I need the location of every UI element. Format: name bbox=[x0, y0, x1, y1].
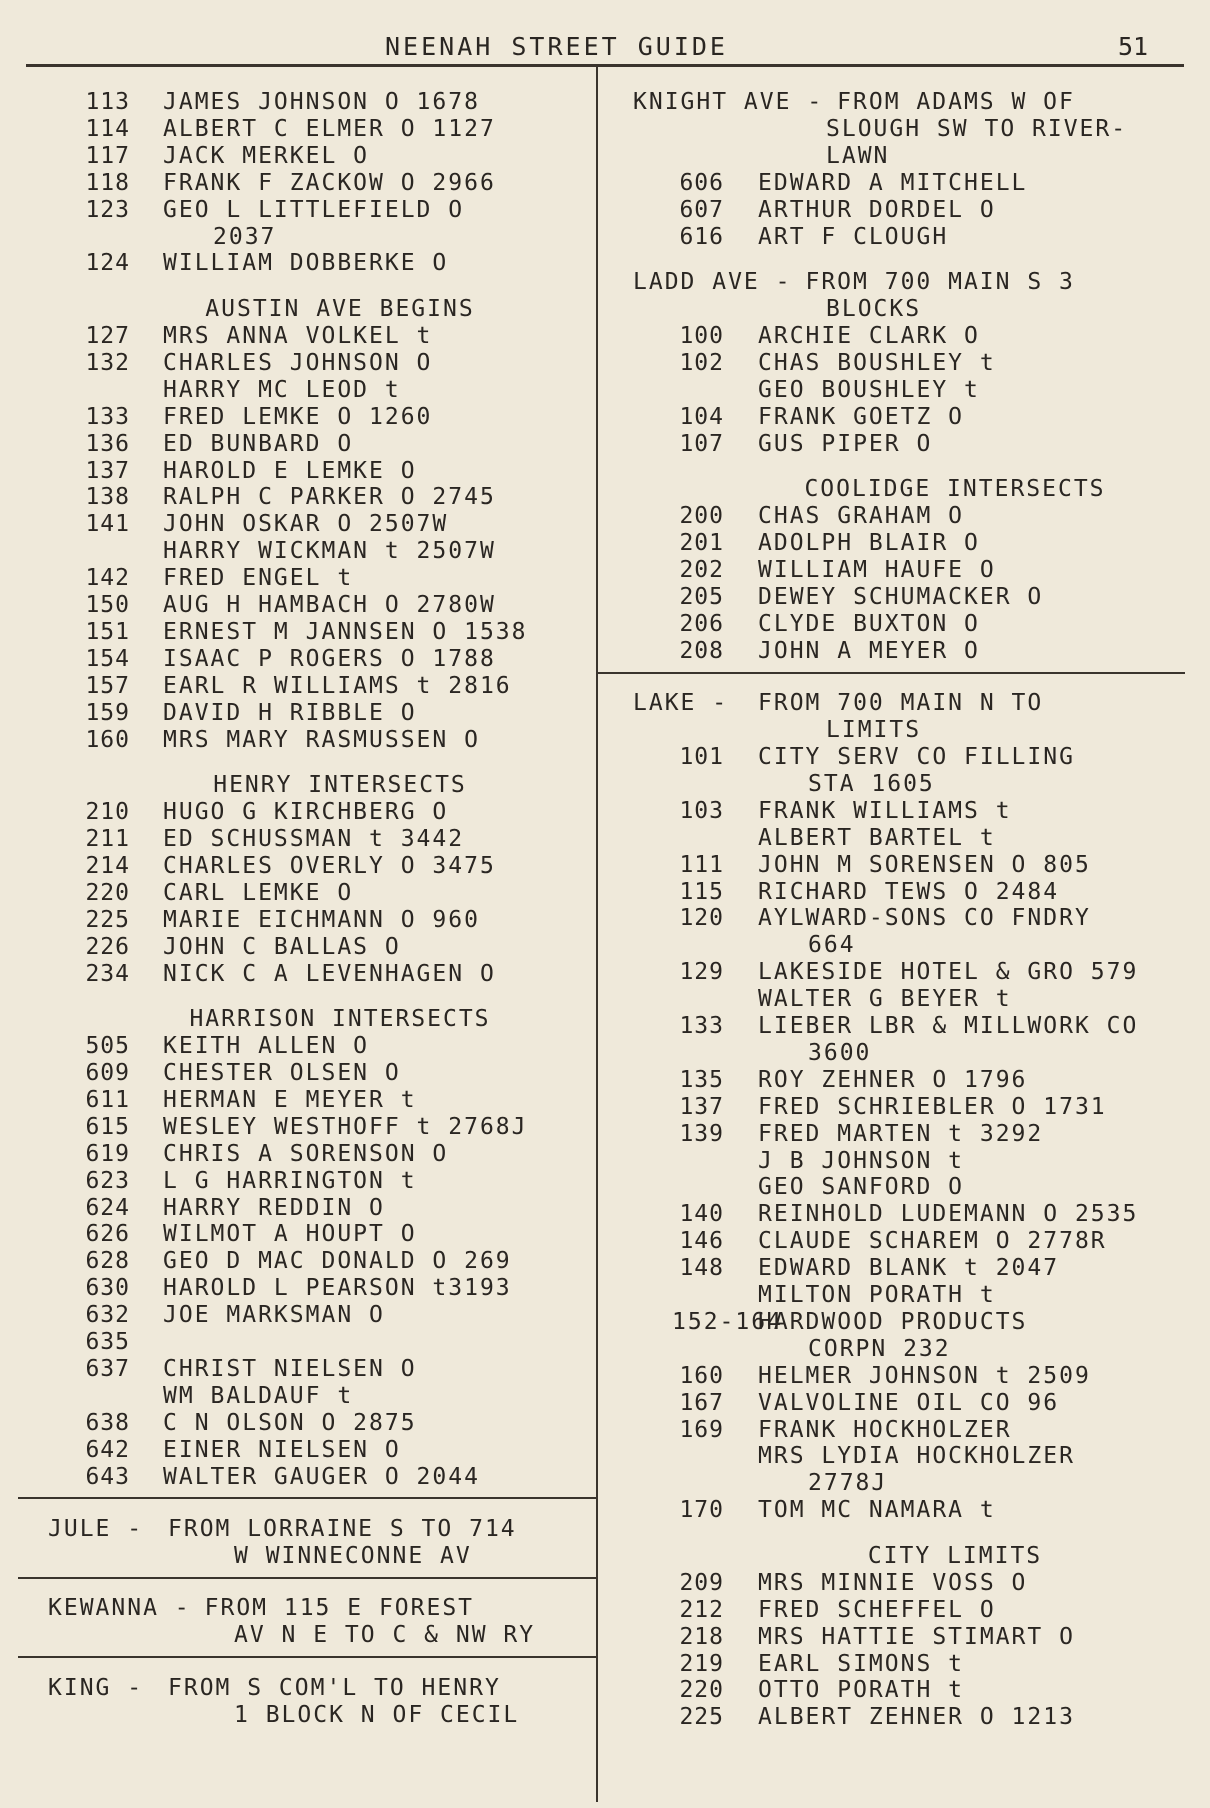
entry-continuation bbox=[0, 1147, 1210, 1175]
house-number: 643 bbox=[85, 1463, 130, 1490]
resident-name: JOHN OSKAR O 2507W bbox=[163, 511, 449, 538]
header-rule bbox=[26, 64, 1184, 67]
resident-name: AYLWARD-SONS CO FNDRY bbox=[758, 905, 1091, 932]
street-heading-continuation bbox=[0, 142, 1210, 170]
directory-entry bbox=[0, 529, 1210, 557]
directory-entry bbox=[0, 797, 1210, 825]
entry-continuation bbox=[0, 1039, 1210, 1067]
house-number: 160 bbox=[85, 726, 130, 753]
resident-name: WESLEY WESTHOFF t 2768J bbox=[163, 1113, 528, 1140]
house-number: 607 bbox=[679, 196, 724, 223]
house-number: 146 bbox=[679, 1228, 724, 1255]
house-number: 132 bbox=[85, 349, 130, 376]
house-number: 103 bbox=[679, 797, 724, 824]
directory-entry bbox=[0, 1416, 1210, 1444]
resident-name: FRED MARTEN t 3292 bbox=[758, 1120, 1044, 1147]
house-number: 101 bbox=[679, 744, 724, 770]
directory-entry bbox=[0, 169, 1210, 197]
resident-name: MARIE EICHMANN O 960 bbox=[163, 906, 480, 933]
resident-name: 3600 bbox=[808, 1039, 872, 1066]
directory-entry bbox=[0, 1569, 1210, 1597]
directory-entry bbox=[0, 1012, 1210, 1040]
house-number: 139 bbox=[679, 1120, 724, 1147]
house-number: 136 bbox=[85, 430, 130, 457]
resident-name: HARRY REDDIN O bbox=[163, 1194, 385, 1221]
street-extent: FROM 700 MAIN N TO bbox=[758, 690, 1044, 717]
resident-name: ERNEST M JANNSEN O 1538 bbox=[163, 618, 528, 645]
directory-entry bbox=[0, 1703, 1210, 1731]
entry-continuation bbox=[0, 1281, 1210, 1309]
resident-name: EDWARD BLANK t 2047 bbox=[758, 1255, 1060, 1282]
house-number: 123 bbox=[85, 196, 130, 223]
resident-name: WILMOT A HOUPT O bbox=[163, 1221, 417, 1248]
house-number: 133 bbox=[679, 1013, 724, 1039]
street-name: LAKE - bbox=[633, 690, 729, 717]
resident-name: DEWEY SCHUMACKER O bbox=[758, 583, 1044, 610]
section-rule bbox=[597, 672, 1185, 674]
cross-street-heading bbox=[0, 475, 1210, 503]
directory-entry bbox=[0, 1362, 1210, 1390]
resident-name: JOHN A MEYER O bbox=[758, 637, 980, 664]
house-number: 137 bbox=[679, 1093, 724, 1120]
house-number: 115 bbox=[679, 878, 724, 905]
directory-entry bbox=[0, 1093, 1210, 1121]
resident-name: HELMER JOHNSON t 2509 bbox=[758, 1362, 1091, 1389]
resident-name: HUGO G KIRCHBERG O bbox=[163, 799, 449, 826]
house-number: 606 bbox=[679, 169, 724, 196]
house-number: 202 bbox=[679, 557, 724, 584]
resident-name: 2037 bbox=[213, 223, 277, 250]
resident-name: 2778J bbox=[808, 1470, 888, 1497]
resident-name: WILLIAM HAUFE O bbox=[758, 557, 996, 584]
house-number: 226 bbox=[85, 933, 130, 960]
house-number: 159 bbox=[85, 699, 130, 726]
resident-name: JAMES JOHNSON O 1678 bbox=[163, 89, 480, 115]
directory-entry bbox=[0, 743, 1210, 771]
resident-name: FRED SCHEFFEL O bbox=[758, 1596, 996, 1623]
resident-name: ARCHIE CLARK O bbox=[758, 323, 980, 350]
house-number: 140 bbox=[679, 1201, 724, 1228]
house-number: 114 bbox=[85, 115, 130, 142]
resident-name: MILTON PORATH t bbox=[758, 1282, 996, 1308]
house-number: 102 bbox=[679, 349, 724, 376]
directory-entry bbox=[0, 1676, 1210, 1704]
resident-name: CARL LEMKE O bbox=[163, 879, 354, 906]
house-number: 170 bbox=[679, 1497, 724, 1524]
house-number: 637 bbox=[85, 1355, 130, 1382]
house-number: 138 bbox=[85, 484, 130, 511]
street-heading-continuation bbox=[0, 295, 1210, 323]
directory-entry bbox=[0, 223, 1210, 251]
house-number: 505 bbox=[85, 1033, 130, 1060]
resident-name: LIEBER LBR & MILLWORK CO bbox=[758, 1013, 1139, 1039]
directory-entry bbox=[0, 851, 1210, 879]
resident-name: MRS HATTIE STIMART O bbox=[758, 1623, 1075, 1650]
resident-name: FRANK HOCKHOLZER bbox=[758, 1416, 1012, 1443]
street-extent: LIMITS bbox=[826, 717, 922, 744]
resident-name: CHRIS A SORENSON O bbox=[163, 1140, 449, 1167]
directory-entry bbox=[0, 322, 1210, 350]
resident-name: MRS MINNIE VOSS O bbox=[758, 1569, 1028, 1596]
house-number: 220 bbox=[85, 879, 130, 906]
directory-entry bbox=[0, 1496, 1210, 1524]
resident-name: LAKESIDE HOTEL & GRO 579 bbox=[758, 959, 1139, 986]
directory-entry bbox=[0, 1120, 1210, 1148]
resident-name: EARL R WILLIAMS t 2816 bbox=[163, 672, 512, 699]
house-number: 218 bbox=[679, 1623, 724, 1650]
cross-street-heading bbox=[0, 1542, 1210, 1570]
entry-continuation bbox=[0, 1335, 1210, 1363]
resident-name: C N OLSON O 2875 bbox=[163, 1409, 417, 1436]
cross-street-label: CITY LIMITS bbox=[867, 1542, 1043, 1569]
resident-name: FRED LEMKE O 1260 bbox=[163, 403, 433, 430]
resident-name: CHAS GRAHAM O bbox=[758, 503, 965, 530]
house-number: 208 bbox=[679, 637, 724, 664]
street-extent: AV N E TO C & NW RY bbox=[234, 1622, 536, 1649]
house-number: 137 bbox=[85, 457, 130, 484]
resident-name: WILLIAM DOBBERKE O bbox=[163, 250, 449, 277]
resident-name: CHARLES JOHNSON O bbox=[163, 349, 433, 376]
resident-name: WM BALDAUF t bbox=[163, 1382, 354, 1409]
entry-continuation bbox=[0, 1173, 1210, 1201]
street-extent: SLOUGH SW TO RIVER- bbox=[826, 115, 1128, 142]
resident-name: MRS ANNA VOLKEL t bbox=[163, 323, 433, 350]
street-extent: W WINNECONNE AV bbox=[234, 1542, 472, 1569]
street-extent: FROM ADAMS W OF bbox=[837, 89, 1075, 115]
resident-name: DAVID H RIBBLE O bbox=[163, 699, 417, 726]
resident-name: JOHN C BALLAS O bbox=[163, 933, 401, 960]
resident-name: JOE MARKSMAN O bbox=[163, 1302, 385, 1329]
house-number: 615 bbox=[85, 1113, 130, 1140]
house-number: 209 bbox=[679, 1569, 724, 1596]
resident-name: EDWARD A MITCHELL bbox=[758, 169, 1028, 196]
resident-name: ALBERT BARTEL t bbox=[758, 824, 996, 851]
resident-name: ED BUNBARD O bbox=[163, 430, 354, 457]
resident-name: MRS MARY RASMUSSEN O bbox=[163, 726, 480, 753]
resident-name: EARL SIMONS t bbox=[758, 1650, 965, 1677]
house-number: 152-164 bbox=[672, 1308, 783, 1335]
directory-entry bbox=[0, 196, 1210, 224]
resident-name: CHAS BOUSHLEY t bbox=[758, 349, 996, 376]
house-number: 135 bbox=[679, 1066, 724, 1093]
house-number: 220 bbox=[679, 1677, 724, 1704]
street-extent: FROM 700 MAIN S 3 bbox=[805, 269, 1075, 296]
directory-entry bbox=[0, 1200, 1210, 1228]
cross-street-label: HARRISON INTERSECTS bbox=[189, 1006, 491, 1033]
resident-name: JOHN M SORENSEN O 805 bbox=[758, 851, 1091, 878]
resident-name: ARTHUR DORDEL O bbox=[758, 196, 996, 223]
resident-name: HERMAN E MEYER t bbox=[163, 1086, 417, 1113]
entry-continuation bbox=[0, 770, 1210, 798]
house-number: 632 bbox=[85, 1302, 130, 1329]
resident-name: VALVOLINE OIL CO 96 bbox=[758, 1389, 1060, 1416]
street-heading bbox=[0, 689, 1210, 717]
street-name: KNIGHT AVE - bbox=[633, 89, 824, 115]
house-number: 626 bbox=[85, 1221, 130, 1248]
house-number: 609 bbox=[85, 1060, 130, 1087]
resident-name: GEO D MAC DONALD O 269 bbox=[163, 1248, 512, 1275]
street-heading bbox=[0, 268, 1210, 296]
house-number: 118 bbox=[85, 169, 130, 196]
resident-name: CHARLES OVERLY O 3475 bbox=[163, 852, 496, 879]
resident-name: WALTER GAUGER O 2044 bbox=[163, 1463, 480, 1490]
resident-name: JACK MERKEL O bbox=[163, 142, 370, 169]
directory-entry bbox=[0, 556, 1210, 584]
resident-name: 664 bbox=[808, 932, 856, 959]
house-number: 628 bbox=[85, 1248, 130, 1275]
resident-name: GEO BOUSHLEY t bbox=[758, 376, 980, 403]
resident-name: FRED ENGEL t bbox=[163, 565, 354, 592]
resident-name: HARDWOOD PRODUCTS bbox=[758, 1308, 1028, 1335]
house-number: 225 bbox=[679, 1704, 724, 1731]
house-number: 210 bbox=[85, 799, 130, 826]
house-number: 638 bbox=[85, 1409, 130, 1436]
resident-name: FRANK WILLIAMS t bbox=[758, 797, 1012, 824]
resident-name: ISAAC P ROGERS O 1788 bbox=[163, 645, 496, 672]
house-number: 150 bbox=[85, 592, 130, 619]
directory-entry bbox=[0, 583, 1210, 611]
resident-name: ART F CLOUGH bbox=[758, 223, 949, 250]
house-number: 148 bbox=[679, 1255, 724, 1282]
directory-entry bbox=[0, 878, 1210, 906]
street-extent: FROM LORRAINE S TO 714 bbox=[168, 1516, 517, 1543]
street-extent: FROM S COM'L TO HENRY bbox=[168, 1674, 501, 1701]
house-number: 141 bbox=[85, 511, 130, 538]
street-name: JULE - bbox=[48, 1516, 144, 1543]
entry-continuation bbox=[0, 1442, 1210, 1470]
house-number: 142 bbox=[85, 565, 130, 592]
resident-name: ADOLPH BLAIR O bbox=[758, 530, 980, 557]
resident-name: STA 1605 bbox=[808, 770, 935, 797]
house-number: 616 bbox=[679, 223, 724, 250]
resident-name: NICK C A LEVENHAGEN O bbox=[163, 960, 496, 987]
house-number: 167 bbox=[679, 1389, 724, 1416]
resident-name: CLYDE BUXTON O bbox=[758, 610, 980, 637]
entry-continuation bbox=[0, 985, 1210, 1013]
house-number: 206 bbox=[679, 610, 724, 637]
directory-entry bbox=[0, 349, 1210, 377]
resident-name: CITY SERV CO FILLING bbox=[758, 744, 1075, 770]
house-number: 624 bbox=[85, 1194, 130, 1221]
resident-name: FRANK F ZACKOW O 2966 bbox=[163, 169, 496, 196]
house-number: 200 bbox=[679, 503, 724, 530]
house-number: 160 bbox=[679, 1362, 724, 1389]
street-heading-continuation bbox=[0, 115, 1210, 143]
house-number: 127 bbox=[85, 323, 130, 350]
resident-name: GEO SANFORD O bbox=[758, 1174, 965, 1201]
house-number: 642 bbox=[85, 1436, 130, 1463]
directory-entry bbox=[0, 1389, 1210, 1417]
resident-name: WALTER G BEYER t bbox=[758, 986, 1012, 1013]
resident-name: L G HARRINGTON t bbox=[163, 1167, 417, 1194]
entry-continuation bbox=[0, 824, 1210, 852]
cross-street-label: AUSTIN AVE BEGINS bbox=[205, 296, 475, 323]
resident-name: CORPN 232 bbox=[808, 1335, 951, 1362]
directory-entry bbox=[0, 610, 1210, 638]
street-heading bbox=[0, 88, 1210, 116]
house-number: 157 bbox=[85, 672, 130, 699]
resident-name: CHRIST NIELSEN O bbox=[163, 1355, 417, 1382]
house-number: 211 bbox=[85, 826, 130, 853]
resident-name: EINER NIELSEN O bbox=[163, 1436, 401, 1463]
house-number: 214 bbox=[85, 852, 130, 879]
page-number: 51 bbox=[1118, 32, 1149, 61]
directory-entry bbox=[0, 403, 1210, 431]
directory-entry bbox=[0, 904, 1210, 932]
resident-name: HARRY MC LEOD t bbox=[163, 376, 401, 403]
directory-entry bbox=[0, 1596, 1210, 1624]
house-number: 619 bbox=[85, 1140, 130, 1167]
cross-street-label: COOLIDGE INTERSECTS bbox=[804, 476, 1106, 503]
resident-name: OTTO PORATH t bbox=[758, 1677, 965, 1704]
house-number: 212 bbox=[679, 1596, 724, 1623]
house-number: 169 bbox=[679, 1416, 724, 1443]
directory-entry bbox=[0, 958, 1210, 986]
house-number: 111 bbox=[679, 851, 724, 878]
house-number: 124 bbox=[85, 250, 130, 277]
house-number: 129 bbox=[679, 959, 724, 986]
resident-name: FRED SCHRIEBLER O 1731 bbox=[758, 1093, 1107, 1120]
house-number: 219 bbox=[679, 1650, 724, 1677]
street-name: LADD AVE - bbox=[633, 269, 792, 296]
house-number: 234 bbox=[85, 960, 130, 987]
house-number: 201 bbox=[679, 530, 724, 557]
house-number: 120 bbox=[679, 905, 724, 932]
entry-continuation bbox=[0, 1469, 1210, 1497]
resident-name: RICHARD TEWS O 2484 bbox=[758, 878, 1060, 905]
resident-name: CLAUDE SCHAREM O 2778R bbox=[758, 1228, 1107, 1255]
street-name: KING - bbox=[48, 1674, 144, 1701]
directory-entry bbox=[0, 430, 1210, 458]
resident-name: KEITH ALLEN O bbox=[163, 1033, 370, 1060]
directory-entry bbox=[0, 1254, 1210, 1282]
house-number: 113 bbox=[85, 89, 130, 115]
resident-name: HAROLD E LEMKE O bbox=[163, 457, 417, 484]
resident-name: HARRY WICKMAN t 2507W bbox=[163, 538, 496, 565]
house-number: 117 bbox=[85, 142, 130, 169]
resident-name: AUG H HAMBACH O 2780W bbox=[163, 592, 496, 619]
cross-street-label: HENRY INTERSECTS bbox=[213, 772, 467, 799]
resident-name: FRANK GOETZ O bbox=[758, 403, 965, 430]
directory-entry bbox=[0, 637, 1210, 665]
directory-entry bbox=[0, 1066, 1210, 1094]
house-number: 225 bbox=[85, 906, 130, 933]
directory-entry bbox=[0, 1308, 1210, 1336]
resident-name: J B JOHNSON t bbox=[758, 1147, 965, 1174]
street-extent: 1 BLOCK N OF CECIL bbox=[234, 1701, 520, 1728]
house-number: 205 bbox=[679, 583, 724, 610]
resident-name: ALBERT C ELMER O 1127 bbox=[163, 115, 496, 142]
street-extent: BLOCKS bbox=[826, 296, 922, 323]
house-number: 151 bbox=[85, 618, 130, 645]
resident-name: GEO L LITTLEFIELD O bbox=[163, 196, 465, 223]
street-heading-continuation bbox=[0, 716, 1210, 744]
entry-continuation bbox=[0, 931, 1210, 959]
resident-name: ROY ZEHNER O 1796 bbox=[758, 1066, 1028, 1093]
house-number: 107 bbox=[679, 430, 724, 457]
house-number: 635 bbox=[85, 1329, 130, 1356]
entry-continuation bbox=[0, 376, 1210, 404]
directory-entry bbox=[0, 502, 1210, 530]
resident-name: CHESTER OLSEN O bbox=[163, 1060, 401, 1087]
house-number: 630 bbox=[85, 1275, 130, 1302]
page-title: NEENAH STREET GUIDE bbox=[385, 32, 728, 61]
house-number: 611 bbox=[85, 1086, 130, 1113]
resident-name: RALPH C PARKER O 2745 bbox=[163, 484, 496, 511]
house-number: 104 bbox=[679, 403, 724, 430]
resident-name: HAROLD L PEARSON t3193 bbox=[163, 1275, 512, 1302]
house-number: 623 bbox=[85, 1167, 130, 1194]
directory-entry bbox=[0, 1623, 1210, 1651]
directory-entry bbox=[0, 1650, 1210, 1678]
resident-name: REINHOLD LUDEMANN O 2535 bbox=[758, 1201, 1139, 1228]
resident-name: MRS LYDIA HOCKHOLZER bbox=[758, 1443, 1075, 1470]
house-number: 133 bbox=[85, 403, 130, 430]
resident-name: GUS PIPER O bbox=[758, 430, 933, 457]
directory-entry bbox=[0, 1227, 1210, 1255]
street-extent: LAWN bbox=[826, 142, 890, 169]
street-extent: FROM 115 E FOREST bbox=[204, 1595, 475, 1622]
resident-name: ED SCHUSSMAN t 3442 bbox=[163, 826, 465, 853]
street-name: KEWANNA - bbox=[48, 1595, 191, 1622]
resident-name: TOM MC NAMARA t bbox=[758, 1497, 996, 1524]
house-number: 100 bbox=[679, 323, 724, 350]
resident-name: ALBERT ZEHNER O 1213 bbox=[758, 1704, 1075, 1731]
house-number: 154 bbox=[85, 645, 130, 672]
